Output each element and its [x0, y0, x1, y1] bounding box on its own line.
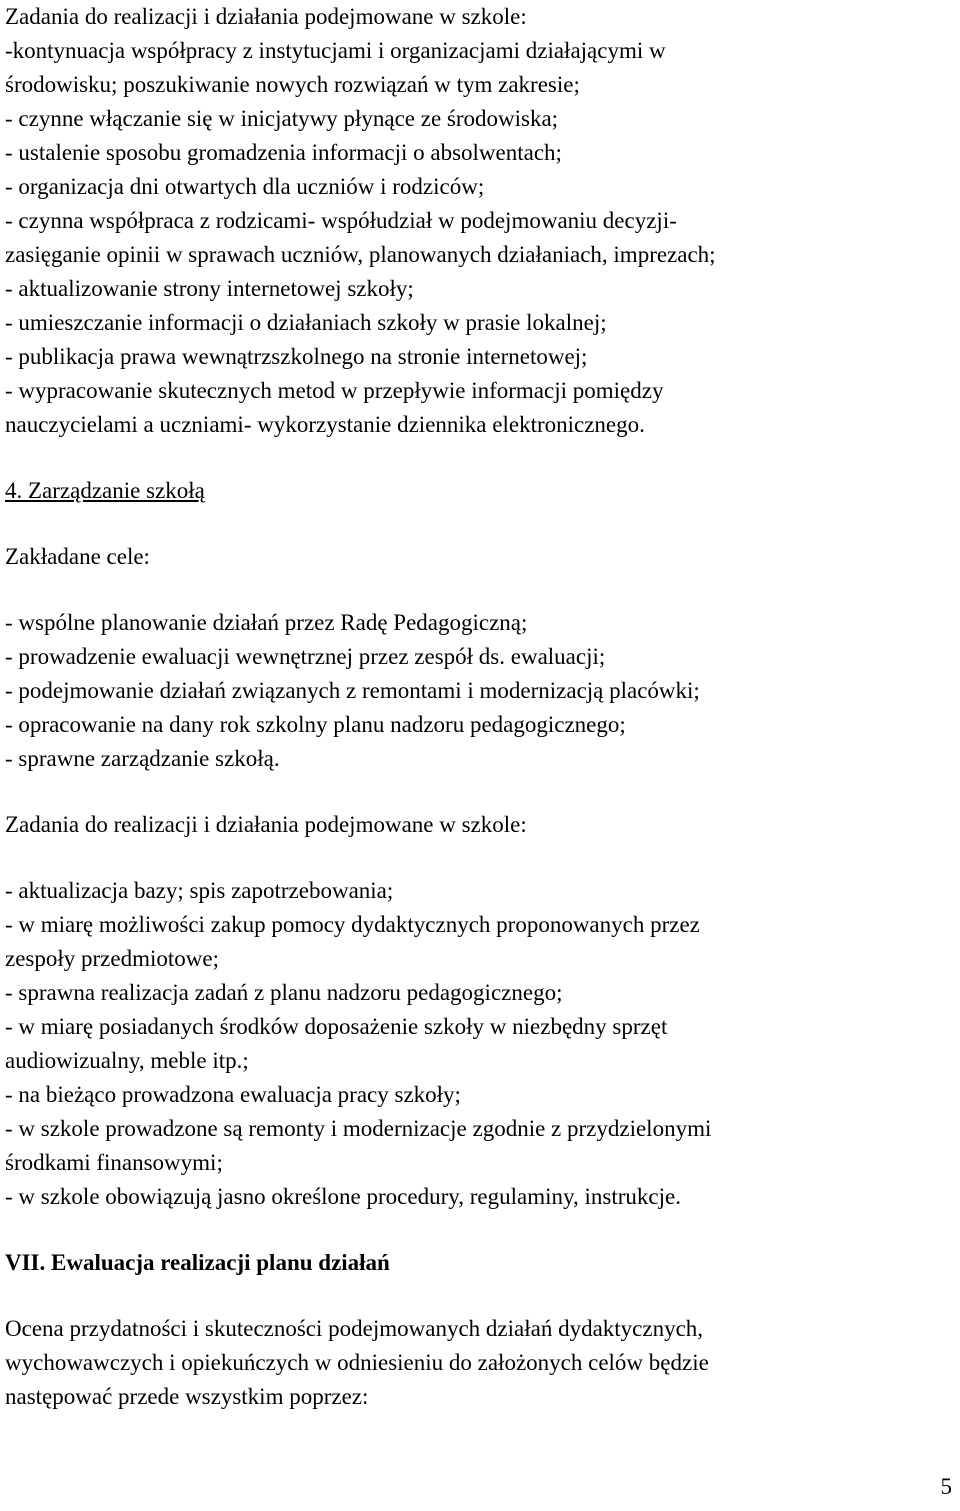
list-item: - sprawne zarządzanie szkołą. — [5, 746, 280, 771]
list-item: - w miarę możliwości zakup pomocy dydaktycznych proponowanych przez — [5, 912, 700, 937]
list-item: - aktualizowanie strony internetowej szkoły; — [5, 276, 414, 301]
list-item: - prowadzenie ewaluacji wewnętrznej przez zespół ds. ewaluacji; — [5, 644, 606, 669]
list-item: środowisku; poszukiwanie nowych rozwiązań w tym zakresie; — [5, 72, 580, 97]
list-item: - ustalenie sposobu gromadzenia informacji o absolwentach; — [5, 140, 562, 165]
goals-heading: Zakładane cele: — [5, 544, 150, 569]
list-item: - w szkole obowiązują jasno określone procedury, regulaminy, instrukcje. — [5, 1184, 681, 1209]
paragraph-line: Ocena przydatności i skuteczności podejmowanych działań dydaktycznych, — [5, 1316, 704, 1341]
list-item: audiowizualny, meble itp.; — [5, 1048, 249, 1073]
list-item: -kontynuacja współpracy z instytucjami i organizacjami działającymi w — [5, 38, 666, 63]
list-item: - czynna współpraca z rodzicami- współudział w podejmowaniu decyzji- — [5, 208, 677, 233]
list-item: zespoły przedmiotowe; — [5, 946, 219, 971]
list-item: - na bieżąco prowadzona ewaluacja pracy szkoły; — [5, 1082, 461, 1107]
tasks-heading: Zadania do realizacji i działania podejmowane w szkole: — [5, 812, 527, 837]
list-item: środkami finansowymi; — [5, 1150, 223, 1175]
page-number: 5 — [940, 1474, 952, 1499]
list-item: - publikacja prawa wewnątrzszkolnego na stronie internetowej; — [5, 344, 588, 369]
list-item: - umieszczanie informacji o działaniach szkoły w prasie lokalnej; — [5, 310, 607, 335]
paragraph-line: wychowawczych i opiekuńczych w odniesieniu do założonych celów będzie — [5, 1350, 709, 1375]
list-item: - podejmowanie działań związanych z remontami i modernizacją placówki; — [5, 678, 700, 703]
list-item: - w miarę posiadanych środków doposażenie szkoły w niezbędny sprzęt — [5, 1014, 668, 1039]
document-page — [5, 0, 955, 1414]
list-item: - w szkole prowadzone są remonty i modernizacje zgodnie z przydzielonymi — [5, 1116, 712, 1141]
section-heading-4-text: 4. Zarządzanie szkołą — [5, 478, 205, 503]
paragraph-line: następować przede wszystkim poprzez: — [5, 1384, 369, 1409]
list-item: - wypracowanie skutecznych metod w przepływie informacji pomiędzy — [5, 378, 664, 403]
list-item: - aktualizacja bazy; spis zapotrzebowania; — [5, 878, 394, 903]
list-item: nauczycielami a uczniami- wykorzystanie dziennika elektronicznego. — [5, 412, 645, 437]
list-item: - opracowanie na dany rok szkolny planu nadzoru pedagogicznego; — [5, 712, 626, 737]
list-item: - czynne włączanie się w inicjatywy płynące ze środowiska; — [5, 106, 559, 131]
list-item: - sprawna realizacja zadań z planu nadzoru pedagogicznego; — [5, 980, 563, 1005]
section-heading-7: VII. Ewaluacja realizacji planu działań — [5, 1250, 390, 1275]
list-item: - organizacja dni otwartych dla uczniów i rodziców; — [5, 174, 485, 199]
tasks-heading: Zadania do realizacji i działania podejmowane w szkole: — [5, 4, 527, 29]
list-item: zasięganie opinii w sprawach uczniów, planowanych działaniach, imprezach; — [5, 242, 716, 267]
list-item: - wspólne planowanie działań przez Radę Pedagogiczną; — [5, 610, 528, 635]
section-heading-4 — [5, 474, 955, 508]
